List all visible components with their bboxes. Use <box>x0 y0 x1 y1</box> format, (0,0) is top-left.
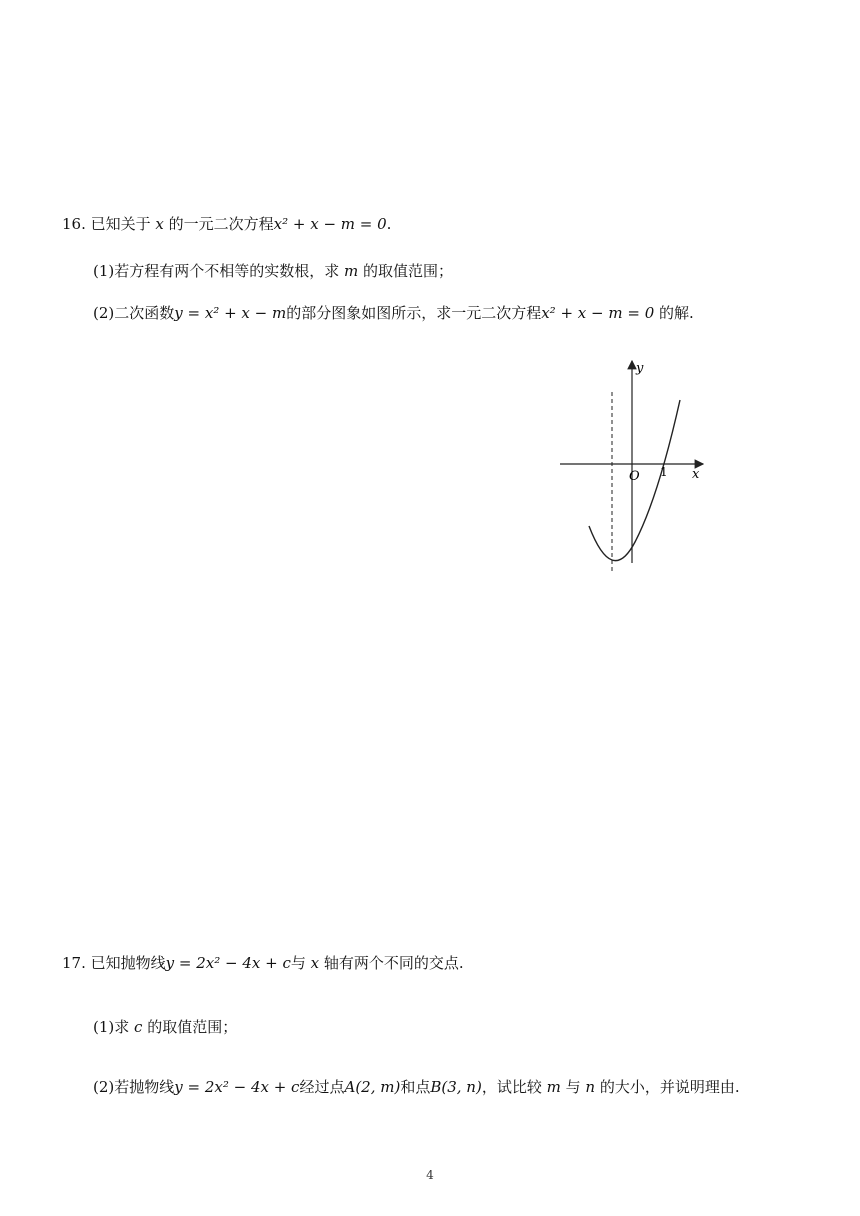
math-variable: x <box>155 215 164 233</box>
tick-label-one: 1 <box>660 465 668 479</box>
math-variable: c <box>134 1018 143 1036</box>
question-text: 的解. <box>654 304 694 322</box>
question-text: 已知抛物线 <box>85 954 166 972</box>
origin-label: O <box>629 469 640 484</box>
math-variable: m <box>344 262 359 280</box>
math-function: y = x² + x − m <box>174 304 287 322</box>
math-function: y = 2x² − 4x + c <box>165 954 291 972</box>
question-text: . <box>386 215 392 233</box>
page-number: 4 <box>426 1168 434 1182</box>
question-17-part-1 <box>93 1017 237 1037</box>
math-variable: x <box>310 954 320 972</box>
question-text: 轴有两个不同的交点. <box>319 954 464 972</box>
math-equation: x² + x − m = 0 <box>541 304 655 322</box>
question-16-part-1 <box>93 261 453 281</box>
question-text: 的大小，并说明理由. <box>595 1078 740 1096</box>
question-text: (1)求 <box>93 1018 135 1036</box>
math-variable: n <box>585 1078 596 1096</box>
question-text: (2)若抛物线 <box>93 1078 175 1096</box>
parabola-figure <box>555 356 715 581</box>
question-text: 与 <box>560 1078 586 1096</box>
y-axis-label: y <box>636 361 644 376</box>
point-b: B(3, n) <box>430 1078 482 1096</box>
question-text: 和点 <box>400 1078 431 1096</box>
question-text: 的部分图象如图所示，求一元二次方程 <box>286 304 542 322</box>
point-a: A(2, m) <box>344 1078 401 1096</box>
question-text: 已知关于 <box>85 215 156 233</box>
question-text: (1)若方程有两个不相等的实数根，求 <box>93 262 345 280</box>
question-17-stem <box>62 953 464 973</box>
math-equation: x² + x − m = 0 <box>273 215 387 233</box>
math-function: y = 2x² − 4x + c <box>174 1078 300 1096</box>
question-text: 的一元二次方程 <box>163 215 274 233</box>
question-text: 的取值范围； <box>358 262 454 280</box>
x-axis-label: x <box>692 467 700 482</box>
math-variable: m <box>546 1078 561 1096</box>
question-text: 的取值范围； <box>142 1018 238 1036</box>
question-number: 17. <box>62 954 86 972</box>
question-16-part-2 <box>93 303 694 323</box>
question-text: ，试比较 <box>481 1078 547 1096</box>
question-text: 与 <box>290 954 311 972</box>
question-text: 经过点 <box>299 1078 345 1096</box>
question-text: (2)二次函数 <box>93 304 175 322</box>
question-16-stem <box>62 214 391 234</box>
question-number: 16. <box>62 215 86 233</box>
question-17-part-2 <box>93 1077 740 1097</box>
